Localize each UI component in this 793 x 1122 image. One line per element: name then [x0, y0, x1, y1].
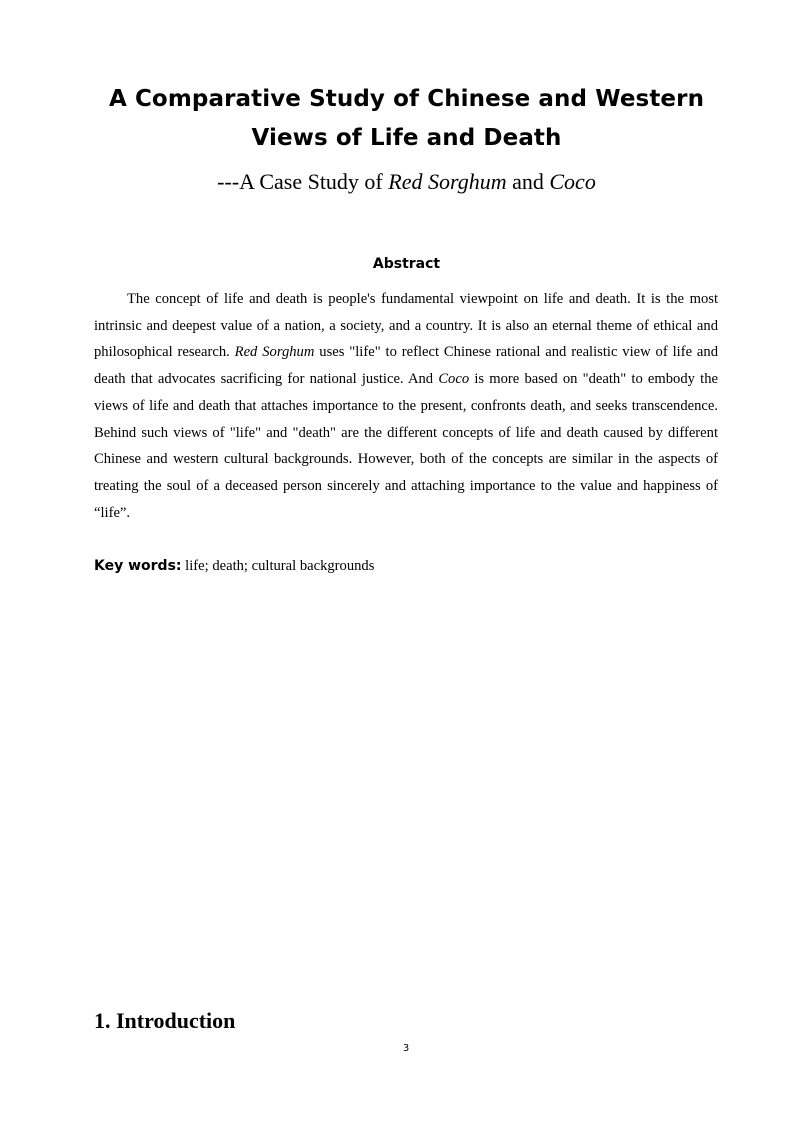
abstract-text-part-3: is more based on "death" to embody the views of life and death that attaches importance to the present, confronts death, and seeks transcendence. Behind such views of "life" and "death" are the different concepts of life and death caused by different Chinese and western cultural backgrounds. However, both of the concepts are similar in the aspects of treating the soul of a deceased person sincerely and attaching importance to the value and happiness of “life”.	[94, 371, 718, 521]
paper-subtitle	[60, 168, 753, 196]
page-number: 3	[402, 1043, 410, 1054]
keywords-label: Key words:	[94, 558, 182, 574]
keywords-text: life; death; cultural backgrounds	[181, 558, 375, 574]
abstract-heading: Abstract	[372, 256, 441, 272]
abstract-text-part-1: The concept of life and death is people's fundamental viewpoint on life and death. It is the most intrinsic and deepest value of a nation, a society, and a country. It is also an eternal theme of ethical and philosophical research.	[94, 291, 718, 361]
paper-title-line-2: Views of Life and Death	[251, 125, 562, 151]
abstract-work-red-sorghum: Red Sorghum	[234, 344, 315, 361]
subtitle-work-red-sorghum: Red Sorghum	[388, 169, 507, 194]
keywords-line	[94, 555, 718, 577]
abstract-paragraph	[94, 286, 718, 526]
paper-title-line-1: A Comparative Study of Chinese and Western	[108, 86, 705, 112]
subtitle-work-coco: Coco	[549, 169, 596, 194]
section-heading-introduction: 1. Introduction	[94, 1008, 236, 1033]
subtitle-prefix: ---A Case Study of	[217, 169, 389, 194]
subtitle-conjunction: and	[506, 169, 550, 194]
abstract-work-coco: Coco	[438, 371, 470, 388]
abstract-text-part-2: uses "life" to reflect Chinese rational and realistic view of life and death that advocates sacrificing for national justice. And	[94, 344, 718, 388]
